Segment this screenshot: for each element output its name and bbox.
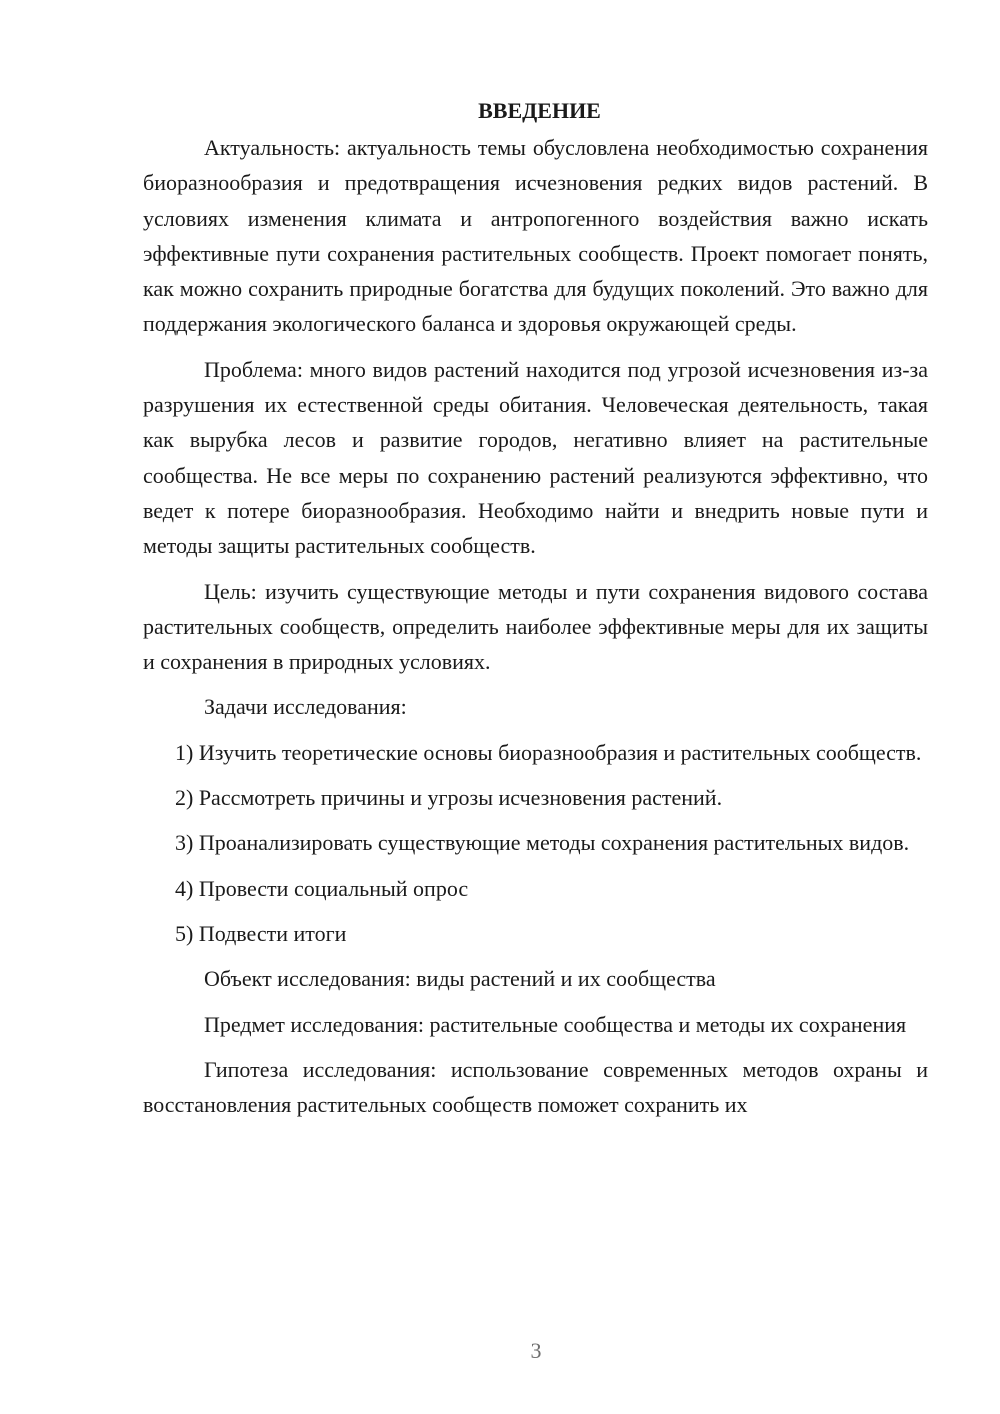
object-paragraph: Объект исследования: виды растений и их сообщества (204, 966, 716, 992)
hypothesis-paragraph: Гипотеза исследования: использование современных методов охраны и восстановления растительных сообществ поможет сохранить их (143, 1056, 928, 1118)
task-item-2: 2) Рассмотреть причины и угрозы исчезновения растений. (175, 785, 723, 811)
page-content (143, 93, 928, 1132)
task-item-3: 3) Проанализировать существующие методы сохранения растительных видов. (175, 830, 910, 856)
page-number: 3 (530, 1338, 542, 1363)
tasks-title: Задачи исследования: (204, 694, 407, 720)
relevance-paragraph: Актуальность: актуальность темы обусловлена необходимостью сохранения биоразнообразия и предотвращения исчезновения редких видов растений. В условиях изменения климата и антропогенного воздействия важно искать эффективные пути сохранения растительных сообществ. Проект помогает понять, как можно сохранить природные богатства для будущих поколений. Это важно для поддержания экологического баланса и здоровья окружающей среды. (143, 135, 928, 337)
task-item-1: 1) Изучить теоретические основы биоразнообразия и растительных сообществ. (175, 739, 922, 765)
task-item-5: 5) Подвести итоги (175, 920, 347, 946)
problem-paragraph: Проблема: много видов растений находится под угрозой исчезновения из-за разрушения их естественной среды обитания. Человеческая деятельность, такая как вырубка лесов и развитие городов, негативно влияет на растительные сообщества. Не все меры по сохранению растений реализуются эффективно, что ведет к потере биоразнообразия. Необходимо найти и внедрить новые пути и методы защиты растительных сообществ. (143, 356, 928, 559)
section-heading: ВВЕДЕНИЕ (478, 98, 601, 123)
task-item-4: 4) Провести социальный опрос (175, 875, 469, 901)
goal-paragraph: Цель: изучить существующие методы и пути сохранения видового состава растительных сообществ, определить наиболее эффективные меры для их защиты и сохранения в природных условиях. (143, 578, 928, 675)
subject-paragraph: Предмет исследования: растительные сообщества и методы их сохранения (204, 1011, 907, 1037)
